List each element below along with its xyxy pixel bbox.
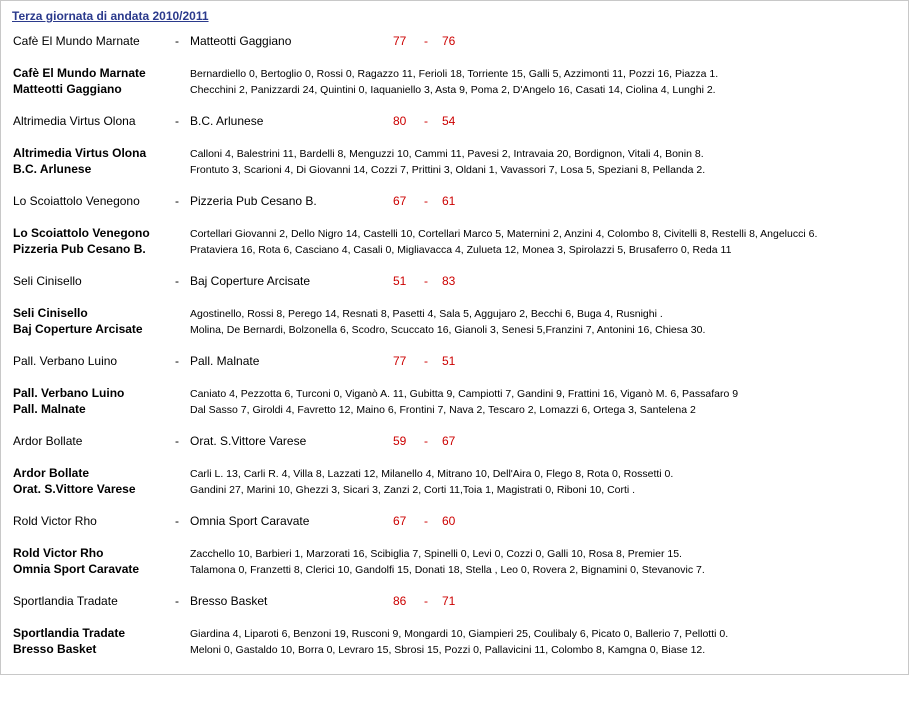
home-team-detail: Ardor Bollate <box>13 466 90 480</box>
score-separator: - <box>424 514 428 528</box>
away-scorers: Meloni 0, Gastaldo 10, Borra 0, Levraro 15, Sbrosi 15, Pozzi 0, Pallavicini 11, Colombo 8, Kamgna 0, Biase 12. <box>190 644 706 656</box>
home-team: Rold Victor Rho <box>13 514 97 528</box>
home-score: 77 <box>393 34 407 48</box>
away-team: Matteotti Gaggiano <box>190 34 292 48</box>
away-team: Bresso Basket <box>190 594 268 608</box>
home-score: 51 <box>393 274 407 288</box>
home-team: Pall. Verbano Luino <box>13 354 118 368</box>
away-score: 60 <box>442 514 456 528</box>
home-score: 67 <box>393 194 407 208</box>
team-separator: - <box>175 594 179 608</box>
away-team-detail: Orat. S.Vittore Varese <box>13 482 136 496</box>
away-score: 76 <box>442 34 456 48</box>
home-team-detail: Rold Victor Rho <box>13 546 104 560</box>
away-scorers: Prataviera 16, Rota 6, Casciano 4, Casali 0, Migliavacca 4, Zulueta 12, Monea 3, Spirolazzi 5, Brusaferro 0, Reda 11 <box>190 244 732 256</box>
score-separator: - <box>424 434 428 448</box>
team-separator: - <box>175 194 179 208</box>
away-team: Omnia Sport Caravate <box>190 514 310 528</box>
home-score: 67 <box>393 514 407 528</box>
score-separator: - <box>424 34 428 48</box>
home-team: Altrimedia Virtus Olona <box>13 114 136 128</box>
away-team: Pizzeria Pub Cesano B. <box>190 194 317 208</box>
score-separator: - <box>424 594 428 608</box>
home-scorers: Zacchello 10, Barbieri 1, Marzorati 16, Scibiglia 7, Spinelli 0, Levi 0, Cozzi 0, Galli 10, Rosa 8, Premier 15. <box>190 548 682 560</box>
team-separator: - <box>175 434 179 448</box>
score-separator: - <box>424 354 428 368</box>
away-score: 71 <box>442 594 456 608</box>
team-separator: - <box>175 514 179 528</box>
away-scorers: Checchini 2, Panizzardi 24, Quintini 0, Iaquaniello 3, Asta 9, Poma 2, D'Angelo 16, Casati 14, Ciolina 4, Lunghi 2. <box>190 84 716 96</box>
home-scorers: Calloni 4, Balestrini 11, Bardelli 8, Menguzzi 10, Cammi 11, Pavesi 2, Intravaia 20, Bordignon, Vitali 4, Bonin 8. <box>190 148 704 160</box>
home-team-detail: Sportlandia Tradate <box>13 626 126 640</box>
away-scorers: Gandini 27, Marini 10, Ghezzi 3, Sicari 3, Zanzi 2, Corti 11,Toia 1, Magistrati 0, Riboni 10, Corti . <box>190 484 636 496</box>
away-team: Orat. S.Vittore Varese <box>190 434 307 448</box>
away-scorers: Molina, De Bernardi, Bolzonella 6, Scodro, Scuccato 16, Gianoli 3, Senesi 5,Franzini 7, Antonini 16, Chiesa 30. <box>190 324 706 336</box>
home-scorers: Bernardiello 0, Bertoglio 0, Rossi 0, Ragazzo 11, Ferioli 18, Torriente 15, Galli 5, Azzimonti 11, Pozzi 16, Piazza 1. <box>190 68 719 80</box>
away-team: Baj Coperture Arcisate <box>190 274 311 288</box>
away-scorers: Frontuto 3, Scarioni 4, Di Giovanni 14, Cozzi 7, Prittini 3, Oldani 1, Vavassori 7, Losa 5, Speziani 8, Pellanda 2. <box>190 164 706 176</box>
home-score: 59 <box>393 434 407 448</box>
away-score: 67 <box>442 434 456 448</box>
team-separator: - <box>175 354 179 368</box>
away-team-detail: Bresso Basket <box>13 642 97 656</box>
match-block <box>1 593 908 705</box>
page-title: Terza giornata di andata 2010/2011 <box>12 9 209 23</box>
away-scorers: Talamona 0, Franzetti 8, Clerici 10, Gandolfi 15, Donati 18, Stella , Leo 0, Rovera 2, Bignamini 0, Stevanovic 7. <box>190 564 705 576</box>
away-score: 61 <box>442 194 456 208</box>
away-score: 83 <box>442 274 456 288</box>
away-scorers: Dal Sasso 7, Giroldi 4, Favretto 12, Maino 6, Frontini 7, Nava 2, Tescaro 2, Lomazzi 6, Ortega 3, Santelena 2 <box>190 404 696 416</box>
away-team-detail: Matteotti Gaggiano <box>13 82 122 96</box>
home-team: Seli Cinisello <box>13 274 82 288</box>
home-team-detail: Altrimedia Virtus Olona <box>13 146 147 160</box>
score-separator: - <box>424 274 428 288</box>
away-score: 54 <box>442 114 456 128</box>
home-team: Ardor Bollate <box>13 434 83 448</box>
away-team-detail: Pizzeria Pub Cesano B. <box>13 242 146 256</box>
home-team: Sportlandia Tradate <box>13 594 118 608</box>
home-scorers: Caniato 4, Pezzotta 6, Turconi 0, Viganò A. 11, Gubitta 9, Campiotti 7, Gandini 9, Frattini 16, Viganò M. 6, Passafaro 9 <box>190 388 739 400</box>
away-team: Pall. Malnate <box>190 354 260 368</box>
home-scorers: Cortellari Giovanni 2, Dello Nigro 14, Castelli 10, Cortellari Marco 5, Maternini 2, Anzini 4, Colombo 8, Civitelli 8, Restelli 8, Angelucci 6. <box>190 228 818 240</box>
score-separator: - <box>424 194 428 208</box>
home-team-detail: Lo Scoiattolo Venegono <box>13 226 150 240</box>
home-team-detail: Cafè El Mundo Marnate <box>13 66 146 80</box>
away-team-detail: B.C. Arlunese <box>13 162 92 176</box>
home-team: Cafè El Mundo Marnate <box>13 34 140 48</box>
team-separator: - <box>175 34 179 48</box>
home-team-detail: Seli Cinisello <box>13 306 88 320</box>
away-team-detail: Baj Coperture Arcisate <box>13 322 143 336</box>
team-separator: - <box>175 274 179 288</box>
score-separator: - <box>424 114 428 128</box>
home-team-detail: Pall. Verbano Luino <box>13 386 125 400</box>
home-scorers: Carli L. 13, Carli R. 4, Villa 8, Lazzati 12, Milanello 4, Mitrano 10, Dell'Aira 0, Flego 8, Rota 0, Rossetti 0. <box>190 468 674 480</box>
home-scorers: Agostinello, Rossi 8, Perego 14, Resnati 8, Pasetti 4, Sala 5, Aggujaro 2, Becchi 6, Buga 4, Rusnighi . <box>190 308 663 320</box>
away-team-detail: Pall. Malnate <box>13 402 86 416</box>
home-score: 80 <box>393 114 407 128</box>
team-separator: - <box>175 114 179 128</box>
away-team: B.C. Arlunese <box>190 114 264 128</box>
home-team: Lo Scoiattolo Venegono <box>13 194 140 208</box>
home-scorers: Giardina 4, Liparoti 6, Benzoni 19, Rusconi 9, Mongardi 10, Giampieri 25, Coulibaly 6, Picato 0, Ballerio 7, Pellotti 0. <box>190 628 729 640</box>
away-score: 51 <box>442 354 456 368</box>
away-team-detail: Omnia Sport Caravate <box>13 562 140 576</box>
home-score: 77 <box>393 354 407 368</box>
home-score: 86 <box>393 594 407 608</box>
